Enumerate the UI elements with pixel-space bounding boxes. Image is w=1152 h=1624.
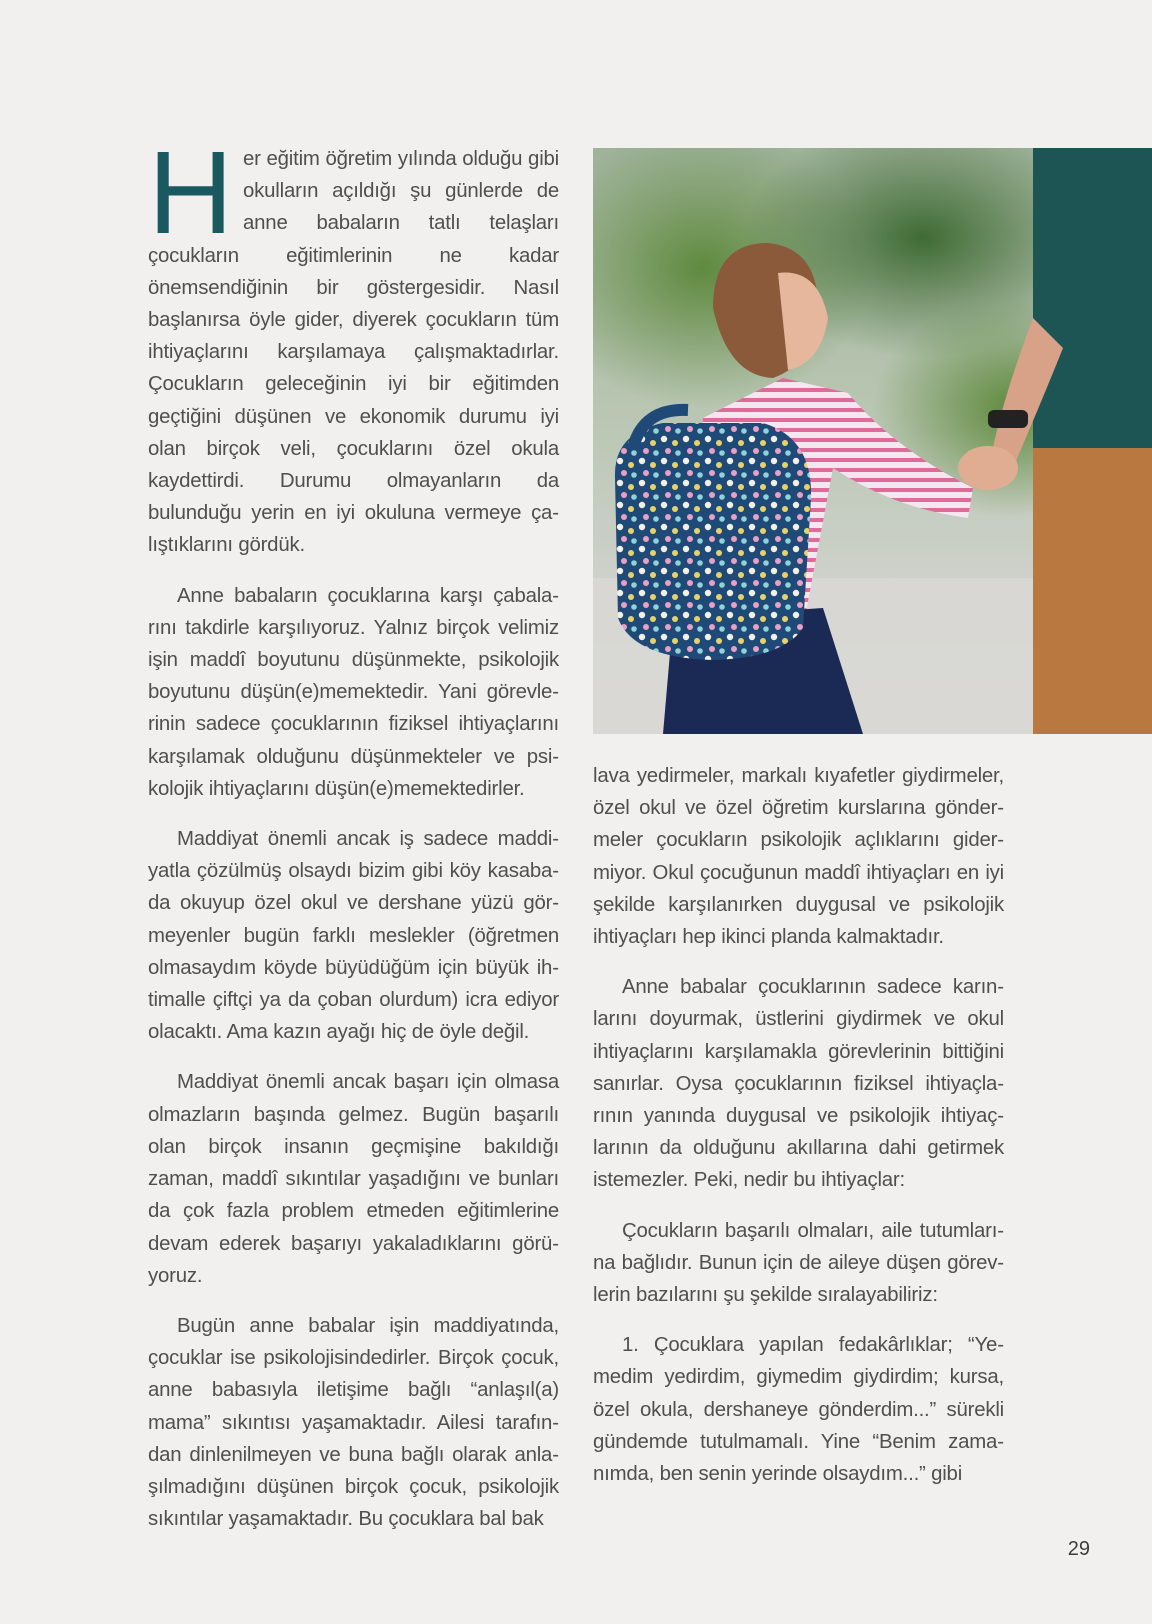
drop-cap: H bbox=[148, 127, 234, 259]
article-paragraph-1 bbox=[148, 127, 559, 562]
child-with-backpack-photo bbox=[593, 148, 1152, 734]
paragraph-text: er eğitim öğretim yılında olduğu gibi okulların açıldığı şu günlerde de anne babaların tatlı telaşları çocukların eğitimlerinin ne kadar önemsendiğinin bir göstergesidir. Nasıl başlanırsa öyle gider, diyerek çocukların tüm ihtiyaçlarını karşılamaya çalışmaktadırlar. Çocukların geleceğinin iyi bir eğitimden geçtiğini düşünen ve ekonomik durumu iyi olan birçok veli, çocuklarını özel okula kaydettirdi. Durumu olmayanların da bulunduğu yerin en iyi okuluna vermeye çalıştıklarını gördük. bbox=[148, 148, 559, 557]
article-photo bbox=[593, 148, 1152, 734]
page-number: 29 bbox=[1067, 1538, 1090, 1560]
right-column bbox=[593, 760, 1004, 1508]
article-paragraph-3: Maddiyat önemli ancak iş sadece maddiyatla çözülmüş olsaydı bizim gibi köy kasabada okuyup özel okul ve dershane yüzü görmeyenler bugün farklı meslekler (öğretmen olmasaydım köyde büyüdüğüm için büyük ihtimalle çiftçi ya da çoban olurdum) icra ediyor olacaktı. Ama kazın ayağı hiç de öyle değil. bbox=[148, 828, 559, 1044]
article-paragraph-9: 1. Çocuklara yapılan fedakârlıklar; “Yemedim yedirdim, giymedim giydirdim; kursa, özel okula, dershaneye gönderdim...” sürekli gündemde tutulmamalı. Yine “Benim zamanımda, ben senin yerinde olsaydım...” gibi bbox=[593, 1334, 1004, 1486]
article-paragraph-8: Çocukların başarılı olmaları, aile tutumlarına bağlıdır. Bunun için de aileye düşen görevlerin bazılarını şu şekilde sıralayabiliriz: bbox=[593, 1219, 1004, 1307]
article-paragraph-6: lava yedirmeler, markalı kıyafetler giydirmeler, özel okul ve özel öğretim kurslarına göndermeler çocukların psikolojik açlıklarını gidermiyor. Okul çocuğunun maddî ihtiyaçları en iyi şekilde karşılanırken duygusal ve psikolojik ihtiyaçları hep ikinci planda kalmaktadır. bbox=[593, 765, 1004, 949]
article-paragraph-4: Maddiyat önemli ancak başarı için olmasa olmazların başında gelmez. Bugün başarılı olan birçok insanın geçmişine bakıldığı zaman, maddî sıkıntılar yaşadığını ve bunları da çok fazla problem etmeden eğitimlerine devam ederek başarıyı yakaladıklarını görüyoruz. bbox=[148, 1071, 559, 1287]
left-column bbox=[148, 127, 559, 1553]
article-paragraph-7: Anne babalar çocuklarının sadece karınlarını doyurmak, üstlerini giydirmek ve okul ihtiyaçlarını karşılamakla görevlerinin bittiğini sanırlar. Oysa çocuklarının fiziksel ihtiyaçlarının yanında duygusal ve psikolojik ihtiyaçlarının da olduğunu akıllarına dahi getirmek istemezler. Peki, nedir bu ihtiyaçlar: bbox=[593, 976, 1004, 1192]
article-paragraph-2: Anne babaların çocuklarına karşı çabalarını takdirle karşılıyoruz. Yalnız birçok velimiz işin maddî boyutunu düşünmekte, psikolojik boyutunu düşün(e)memektedir. Yani görevlerinin sadece çocuklarının fiziksel ihtiyaçlarını karşılamak olduğunu düşünmekteler ve psikolojik ihtiyaçlarını düşün(e)memektedirler. bbox=[148, 584, 559, 800]
article-paragraph-5: Bugün anne babalar işin maddiyatında, çocuklar ise psikolojisindedirler. Birçok çocuk, anne babasıyla iletişime bağlı “anlaşıl(a) mama” sıkıntısı yaşamaktadır. Ailesi tarafından dinlenilmeyen ve buna bağlı olarak anlaşılmadığını düşünen birçok çocuk, psikolojik sıkıntılar yaşamaktadır. Bu çocuklara bal bak bbox=[148, 1314, 559, 1531]
